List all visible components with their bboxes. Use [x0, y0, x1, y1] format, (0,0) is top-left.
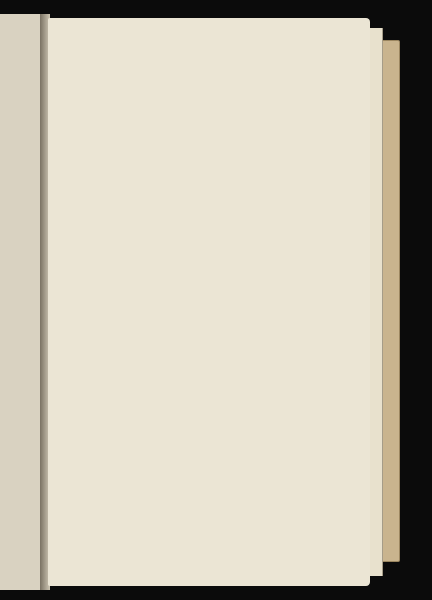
running-head — [56, 36, 362, 48]
section-title — [56, 48, 362, 58]
page-text — [56, 36, 362, 85]
left-page-fragment — [0, 14, 41, 590]
book-page — [48, 18, 370, 586]
